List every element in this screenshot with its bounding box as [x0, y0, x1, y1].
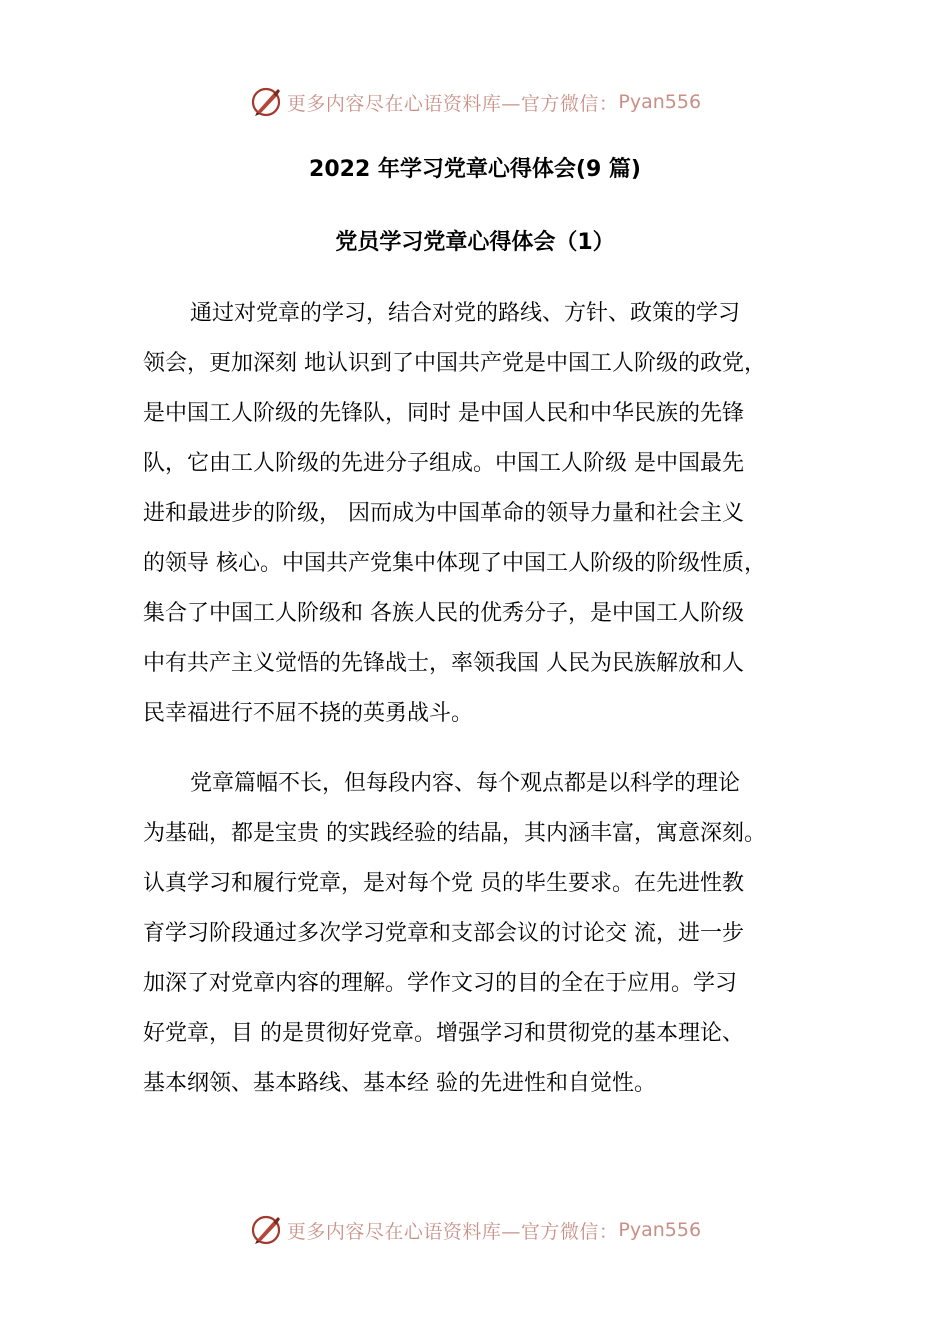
paragraph-line: 育学习阶段通过多次学习党章和支部会议的讨论交 流，进一步	[143, 921, 744, 946]
footer-watermark-content	[249, 1213, 701, 1247]
pen-logo-icon	[249, 1213, 283, 1247]
pen-logo-icon	[249, 85, 283, 119]
paragraph-line: 集合了中国工人阶级和 各族人民的优秀分子，是中国工人阶级	[143, 601, 744, 626]
paragraph-line: 进和最进步的阶级， 因而成为中国革命的领导力量和社会主义	[143, 501, 744, 526]
paragraph-line: 的领导 核心。中国共产党集中体现了中国工人阶级的阶级性质，	[143, 551, 766, 576]
paragraph-line: 民幸福进行不屈不挠的英勇战斗。	[143, 701, 474, 726]
paragraph-2	[143, 759, 813, 1109]
footer-wechat-id: Pyan556	[618, 1219, 702, 1241]
header-wechat-id: Pyan556	[618, 91, 702, 113]
paragraph-line: 好党章，目 的是贯彻好党章。增强学习和贯彻党的基本理论、	[143, 1021, 744, 1046]
document-title: 2022 年学习党章心得体会(9 篇)	[309, 157, 641, 182]
paragraph-line: 领会，更加深刻 地认识到了中国共产党是中国工人阶级的政党，	[143, 351, 766, 376]
paragraph-line: 党章篇幅不长，但每段内容、每个观点都是以科学的理论	[190, 771, 741, 796]
header-watermark-banner	[0, 82, 950, 122]
paragraph-1	[143, 289, 813, 739]
paragraph-line: 通过对党章的学习，结合对党的路线、方针、政策的学习	[190, 301, 741, 326]
header-watermark-content	[249, 85, 701, 119]
paragraph-line: 中有共产主义觉悟的先锋战士，率领我国 人民为民族解放和人	[143, 651, 744, 676]
paragraph-line: 基本纲领、基本路线、基本经 验的先进性和自觉性。	[143, 1071, 656, 1096]
paragraph-line: 加深了对党章内容的理解。学作文习的目的全在于应用。学习	[143, 971, 738, 996]
document-subtitle: 党员学习党章心得体会（1）	[335, 230, 615, 255]
footer-watermark-text: 更多内容尽在心语资料库—官方微信：	[286, 1220, 619, 1243]
paragraph-line: 认真学习和履行党章，是对每个党 员的毕生要求。在先进性教	[143, 871, 744, 896]
paragraph-line: 是中国工人阶级的先锋队，同时 是中国人民和中华民族的先锋	[143, 401, 744, 426]
header-watermark-text: 更多内容尽在心语资料库—官方微信：	[286, 92, 619, 115]
paragraph-line: 为基础，都是宝贵 的实践经验的结晶，其内涵丰富，寓意深刻。	[143, 821, 766, 846]
footer-watermark-banner	[0, 1210, 950, 1250]
paragraph-line: 队，它由工人阶级的先进分子组成。中国工人阶级 是中国最先	[143, 451, 744, 476]
